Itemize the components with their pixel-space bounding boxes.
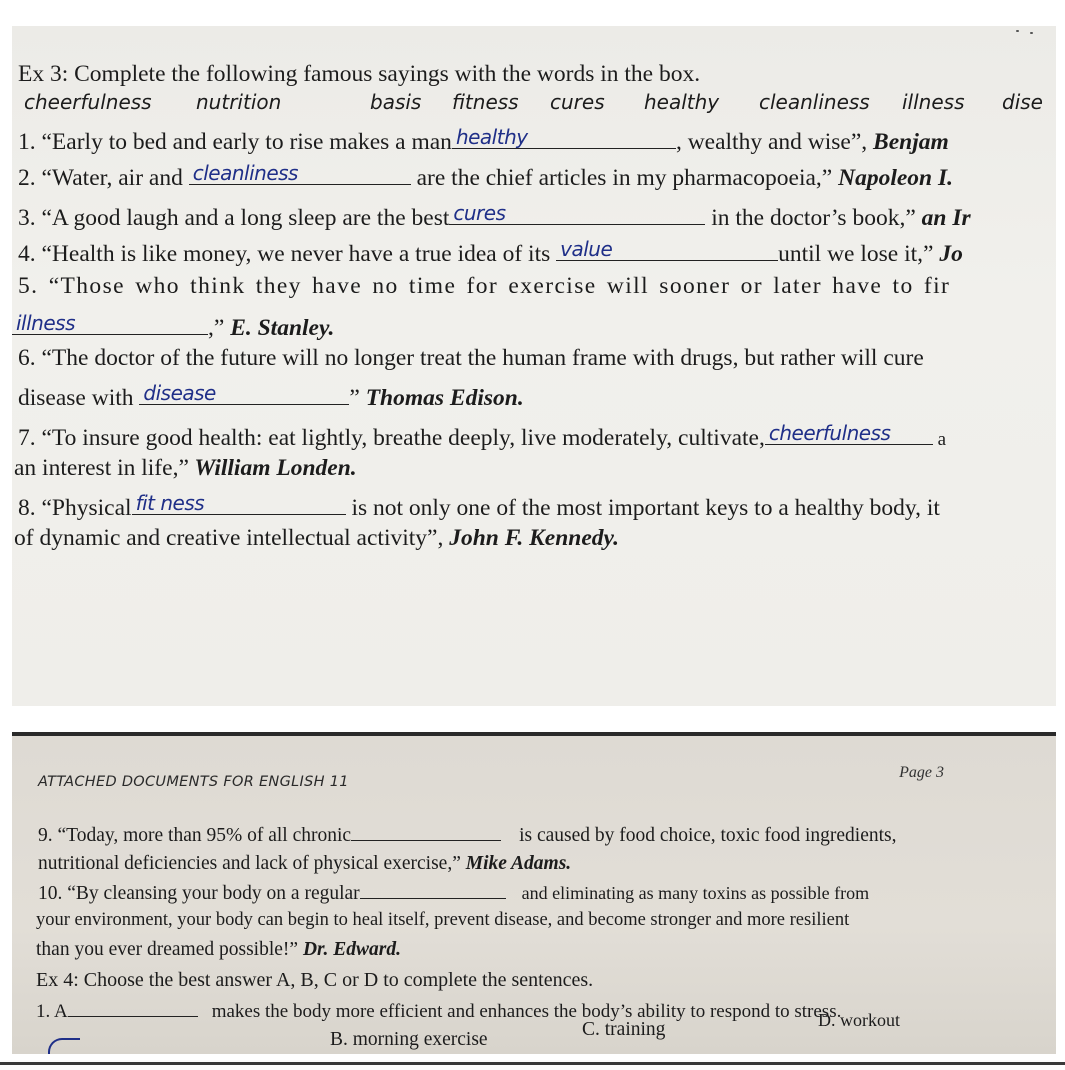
handwritten-answer: value [560, 237, 613, 261]
handwritten-answer: cheerfulness [768, 421, 891, 445]
saying-9: 9. “Today, more than 95% of all chronic is caused by food choice, toxic food ingredients, [38, 822, 897, 848]
saying-7: 7. “To insure good health: eat lightly, breathe deeply, live moderately, cultivate, cheerfulness a [18, 421, 947, 451]
word-box-item: healthy [644, 90, 720, 114]
question-1: 1. A makes the body more efficient and enhances the body’s ability to respond to stress. [36, 998, 841, 1024]
word-box-item: nutrition [196, 90, 282, 114]
photo-bottom-edge [0, 1062, 1065, 1065]
exercise-4-title: Ex 4: Choose the best answer A, B, C or D to complete the sentences. [36, 969, 594, 991]
saying-1: 1. “Early to bed and early to rise makes a man healthy , wealthy and wise”, Benjam [18, 125, 949, 155]
saying-8-line-2: of dynamic and creative intellectual activity”, John F. Kennedy. [14, 525, 619, 551]
answer-blank[interactable] [449, 200, 705, 225]
worksheet-photo-bottom [12, 732, 1056, 1054]
handwritten-answer: fit ness [135, 491, 205, 515]
option-d[interactable]: D. workout [818, 1010, 900, 1030]
paper-speck [1030, 32, 1033, 34]
word-box-item: fitness [452, 90, 519, 114]
handwritten-answer: cures [453, 201, 506, 225]
saying-2: 2. “Water, air and cleanliness are the chief articles in my pharmacopoeia,” Napoleon I. [18, 161, 954, 191]
word-box-item: cheerfulness [24, 90, 152, 114]
answer-blank[interactable] [68, 998, 198, 1017]
saying-10: 10. “By cleansing your body on a regular and eliminating as many toxins as possible from [38, 880, 869, 906]
answer-blank[interactable] [556, 236, 778, 261]
worksheet-photo-top [12, 26, 1056, 706]
pen-mark [48, 1038, 80, 1054]
word-box-item: illness [902, 90, 965, 114]
saying-10-line-3: than you ever dreamed possible!” Dr. Edward. [36, 939, 402, 960]
word-box-item: basis [370, 90, 422, 114]
handwritten-answer: healthy [455, 125, 528, 149]
saying-6: 6. “The doctor of the future will no longer treat the human frame with drugs, but rather will cure [18, 345, 924, 371]
answer-blank[interactable] [139, 380, 349, 405]
word-box-item: cleanliness [759, 90, 870, 114]
handwritten-answer: cleanliness [192, 161, 298, 185]
saying-6-line-2: disease with disease ” Thomas Edison. [18, 381, 524, 411]
word-box-item: dise [1002, 90, 1043, 114]
handwritten-answer: illness [16, 311, 75, 335]
document-header: ATTACHED DOCUMENTS FOR ENGLISH 11 [38, 774, 349, 790]
answer-blank[interactable] [12, 310, 208, 335]
page-number: Page 3 [899, 764, 944, 781]
saying-10-line-2: your environment, your body can begin to heal itself, prevent disease, and become stronger and more resilient [36, 910, 850, 930]
saying-7-line-2: an interest in life,” William Londen. [14, 455, 357, 481]
answer-blank[interactable] [132, 490, 346, 515]
answer-blank[interactable] [360, 880, 506, 899]
option-b[interactable]: B. morning exercise [330, 1029, 488, 1050]
saying-5-line-2: illness ,” E. Stanley. [12, 310, 334, 342]
word-box-item: cures [550, 90, 605, 114]
option-c[interactable]: C. training [582, 1019, 666, 1040]
saying-9-line-2: nutritional deficiencies and lack of physical exercise,” Mike Adams. [38, 853, 572, 874]
saying-4: 4. “Health is like money, we never have a true idea of its value until we lose it,” Jo [18, 237, 963, 267]
answer-blank[interactable] [189, 160, 411, 185]
paper-speck [1016, 30, 1019, 32]
exercise-3-title: Ex 3: Complete the following famous sayings with the words in the box. [18, 61, 701, 87]
saying-3: 3. “A good laugh and a long sleep are the best cures in the doctor’s book,” an Ir [18, 201, 971, 231]
saying-5: 5. “Those who think they have no time for exercise will sooner or later have to fir [18, 273, 951, 299]
saying-8: 8. “Physical fit ness is not only one of the most important keys to a healthy body, it [18, 491, 940, 521]
answer-blank[interactable] [351, 822, 501, 841]
answer-blank[interactable] [452, 124, 676, 149]
handwritten-answer: disease [143, 381, 216, 405]
answer-blank[interactable] [765, 420, 933, 445]
